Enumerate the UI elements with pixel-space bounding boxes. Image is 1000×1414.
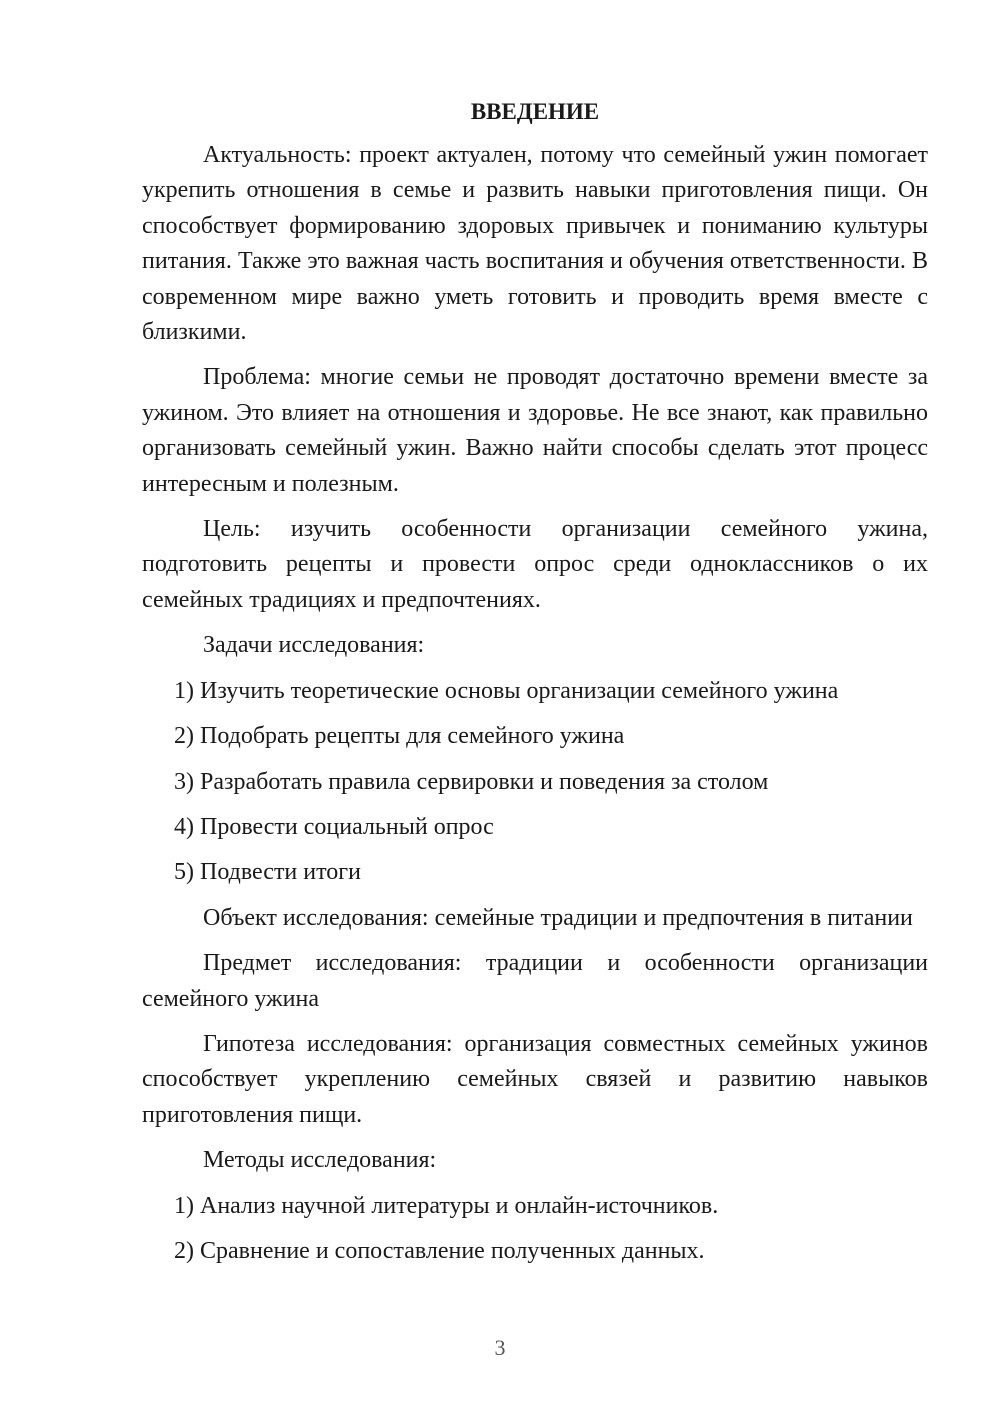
- method-item: 1) Анализ научной литературы и онлайн-источников.: [174, 1192, 719, 1219]
- document-page: [142, 96, 928, 1279]
- methods-heading: Методы исследования:: [203, 1147, 437, 1174]
- problem-paragraph: Проблема: многие семьи не проводят достаточно времени вместе за ужином. Это влияет на отношения и здоровье. Не все знают, как правильно организовать семейный ужин. Важно найти способы сделать этот процесс интересным и полезным.: [142, 364, 928, 497]
- object-paragraph: Объект исследования: семейные традиции и предпочтения в питании: [203, 904, 913, 931]
- method-item: 2) Сравнение и сопоставление полученных данных.: [174, 1237, 705, 1264]
- hypothesis-paragraph: Гипотеза исследования: организация совместных семейных ужинов способствует укреплению семейных связей и развитию навыков приготовления пищи.: [142, 1030, 928, 1128]
- task-item: 3) Разработать правила сервировки и поведения за столом: [174, 768, 769, 795]
- task-item: 5) Подвести итоги: [174, 859, 361, 886]
- subject-paragraph: Предмет исследования: традиции и особенности организации семейного ужина: [142, 950, 928, 1012]
- section-title: ВВЕДЕНИЕ: [470, 99, 600, 124]
- tasks-heading: Задачи исследования:: [203, 632, 425, 659]
- task-item: 2) Подобрать рецепты для семейного ужина: [174, 723, 625, 750]
- methods-list: [142, 1189, 928, 1270]
- tasks-list: [142, 674, 928, 891]
- page-number: 3: [494, 1335, 506, 1360]
- task-item: 4) Провести социальный опрос: [174, 813, 494, 840]
- goal-paragraph: Цель: изучить особенности организации семейного ужина, подготовить рецепты и провести опрос среди одноклассников о их семейных традициях и предпочтениях.: [142, 516, 928, 613]
- task-item: 1) Изучить теоретические основы организации семейного ужина: [174, 677, 839, 704]
- relevance-paragraph: Актуальность: проект актуален, потому что семейный ужин помогает укрепить отношения в семье и развить навыки приготовления пищи. Он способствует формированию здоровых привычек и пониманию культуры питания. Также это важная часть воспитания и обучения ответственности. В современном мире важно уметь готовить и проводить время вместе с близкими.: [142, 142, 928, 346]
